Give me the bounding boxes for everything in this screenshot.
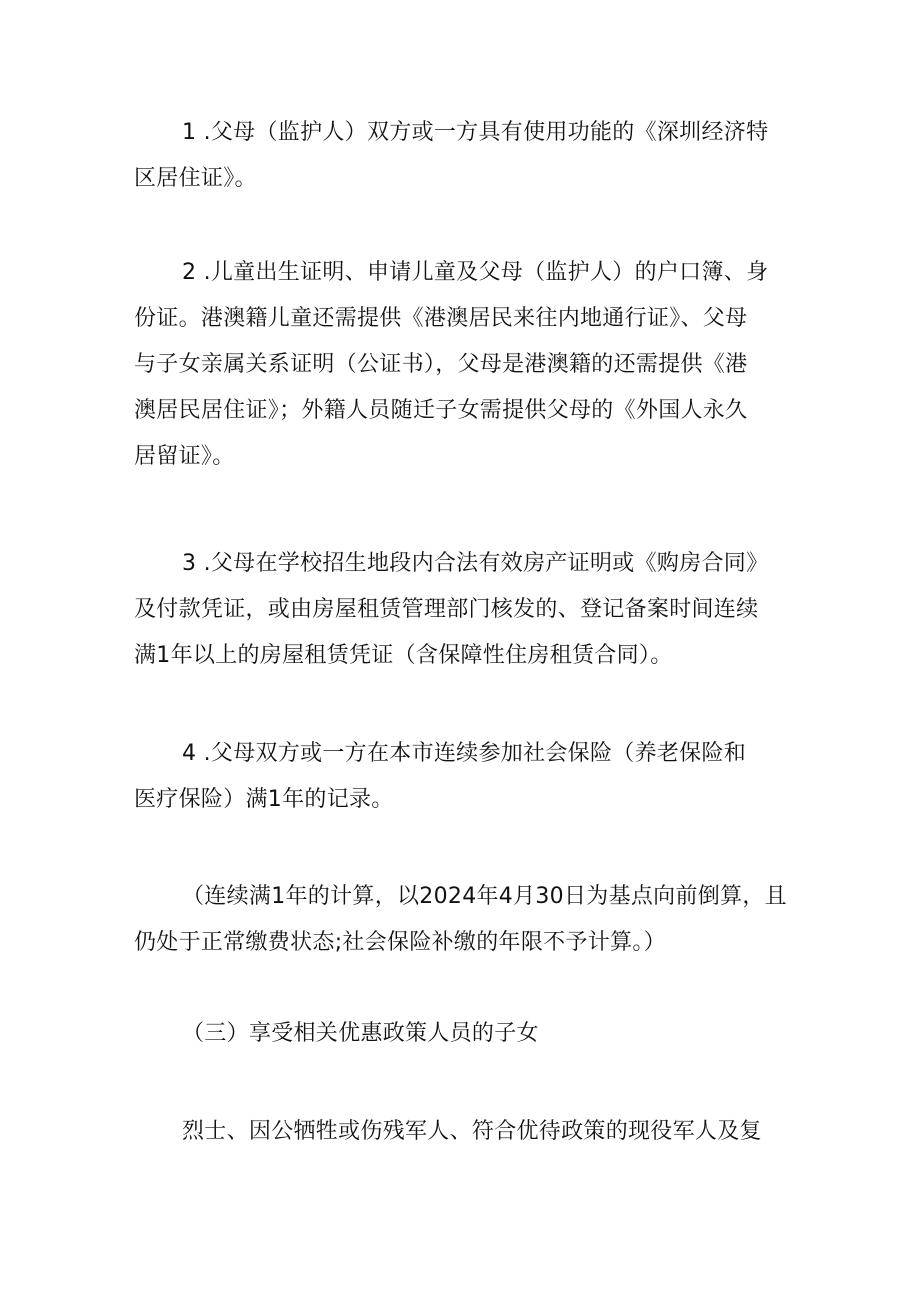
text-line: 与子女亲属关系证明（公证书），父母是港澳籍的还需提供《港: [134, 352, 748, 377]
text-line: 3 .父母在学校招生地段内合法有效房产证明或《购房合同》: [182, 551, 769, 576]
section-3-paragraph: [134, 1109, 794, 1155]
text-line: 澳居民居住证》；外籍人员随迁子女需提供父母的《外国人永久: [134, 398, 748, 423]
calculation-note: [134, 874, 794, 966]
text-line: 1 .父母（监护人）双方或一方具有使用功能的《深圳经济特: [182, 120, 769, 145]
text-line: 满1年以上的房屋租赁凭证（含保障性住房租赁合同）。: [134, 643, 673, 668]
requirement-item-4: [134, 731, 794, 823]
text-line: 居留证》。: [134, 444, 235, 469]
text-line: 4 .父母双方或一方在本市连续参加社会保险（养老保险和: [182, 741, 747, 766]
text-line: 烈士、因公牺牲或伤残军人、符合优待政策的现役军人及复: [182, 1119, 762, 1144]
requirement-item-3: [134, 541, 794, 679]
text-line: 医疗保险）满1年的记录。: [134, 787, 394, 812]
text-line: 及付款凭证，或由房屋租赁管理部门核发的、登记备案时间连续: [134, 597, 759, 622]
text-line: 仍处于正常缴费状态;社会保险补缴的年限不予计算。）: [134, 930, 666, 955]
text-line: 区居住证》。: [134, 166, 257, 191]
requirement-item-1: [134, 110, 794, 202]
text-line: 份证。港澳籍儿童还需提供《港澳居民来往内地通行证》、父母: [134, 306, 748, 331]
text-line: 2 .儿童出生证明、申请儿童及父母（监护人）的户口簿、身: [182, 260, 769, 285]
requirement-item-2: [134, 250, 794, 480]
section-heading-3: [134, 1011, 794, 1057]
text-line: （三）享受相关优惠政策人员的子女: [182, 1021, 539, 1046]
text-line: （连续满1年的计算，以2024年4月30日为基点向前倒算，且: [182, 884, 787, 909]
